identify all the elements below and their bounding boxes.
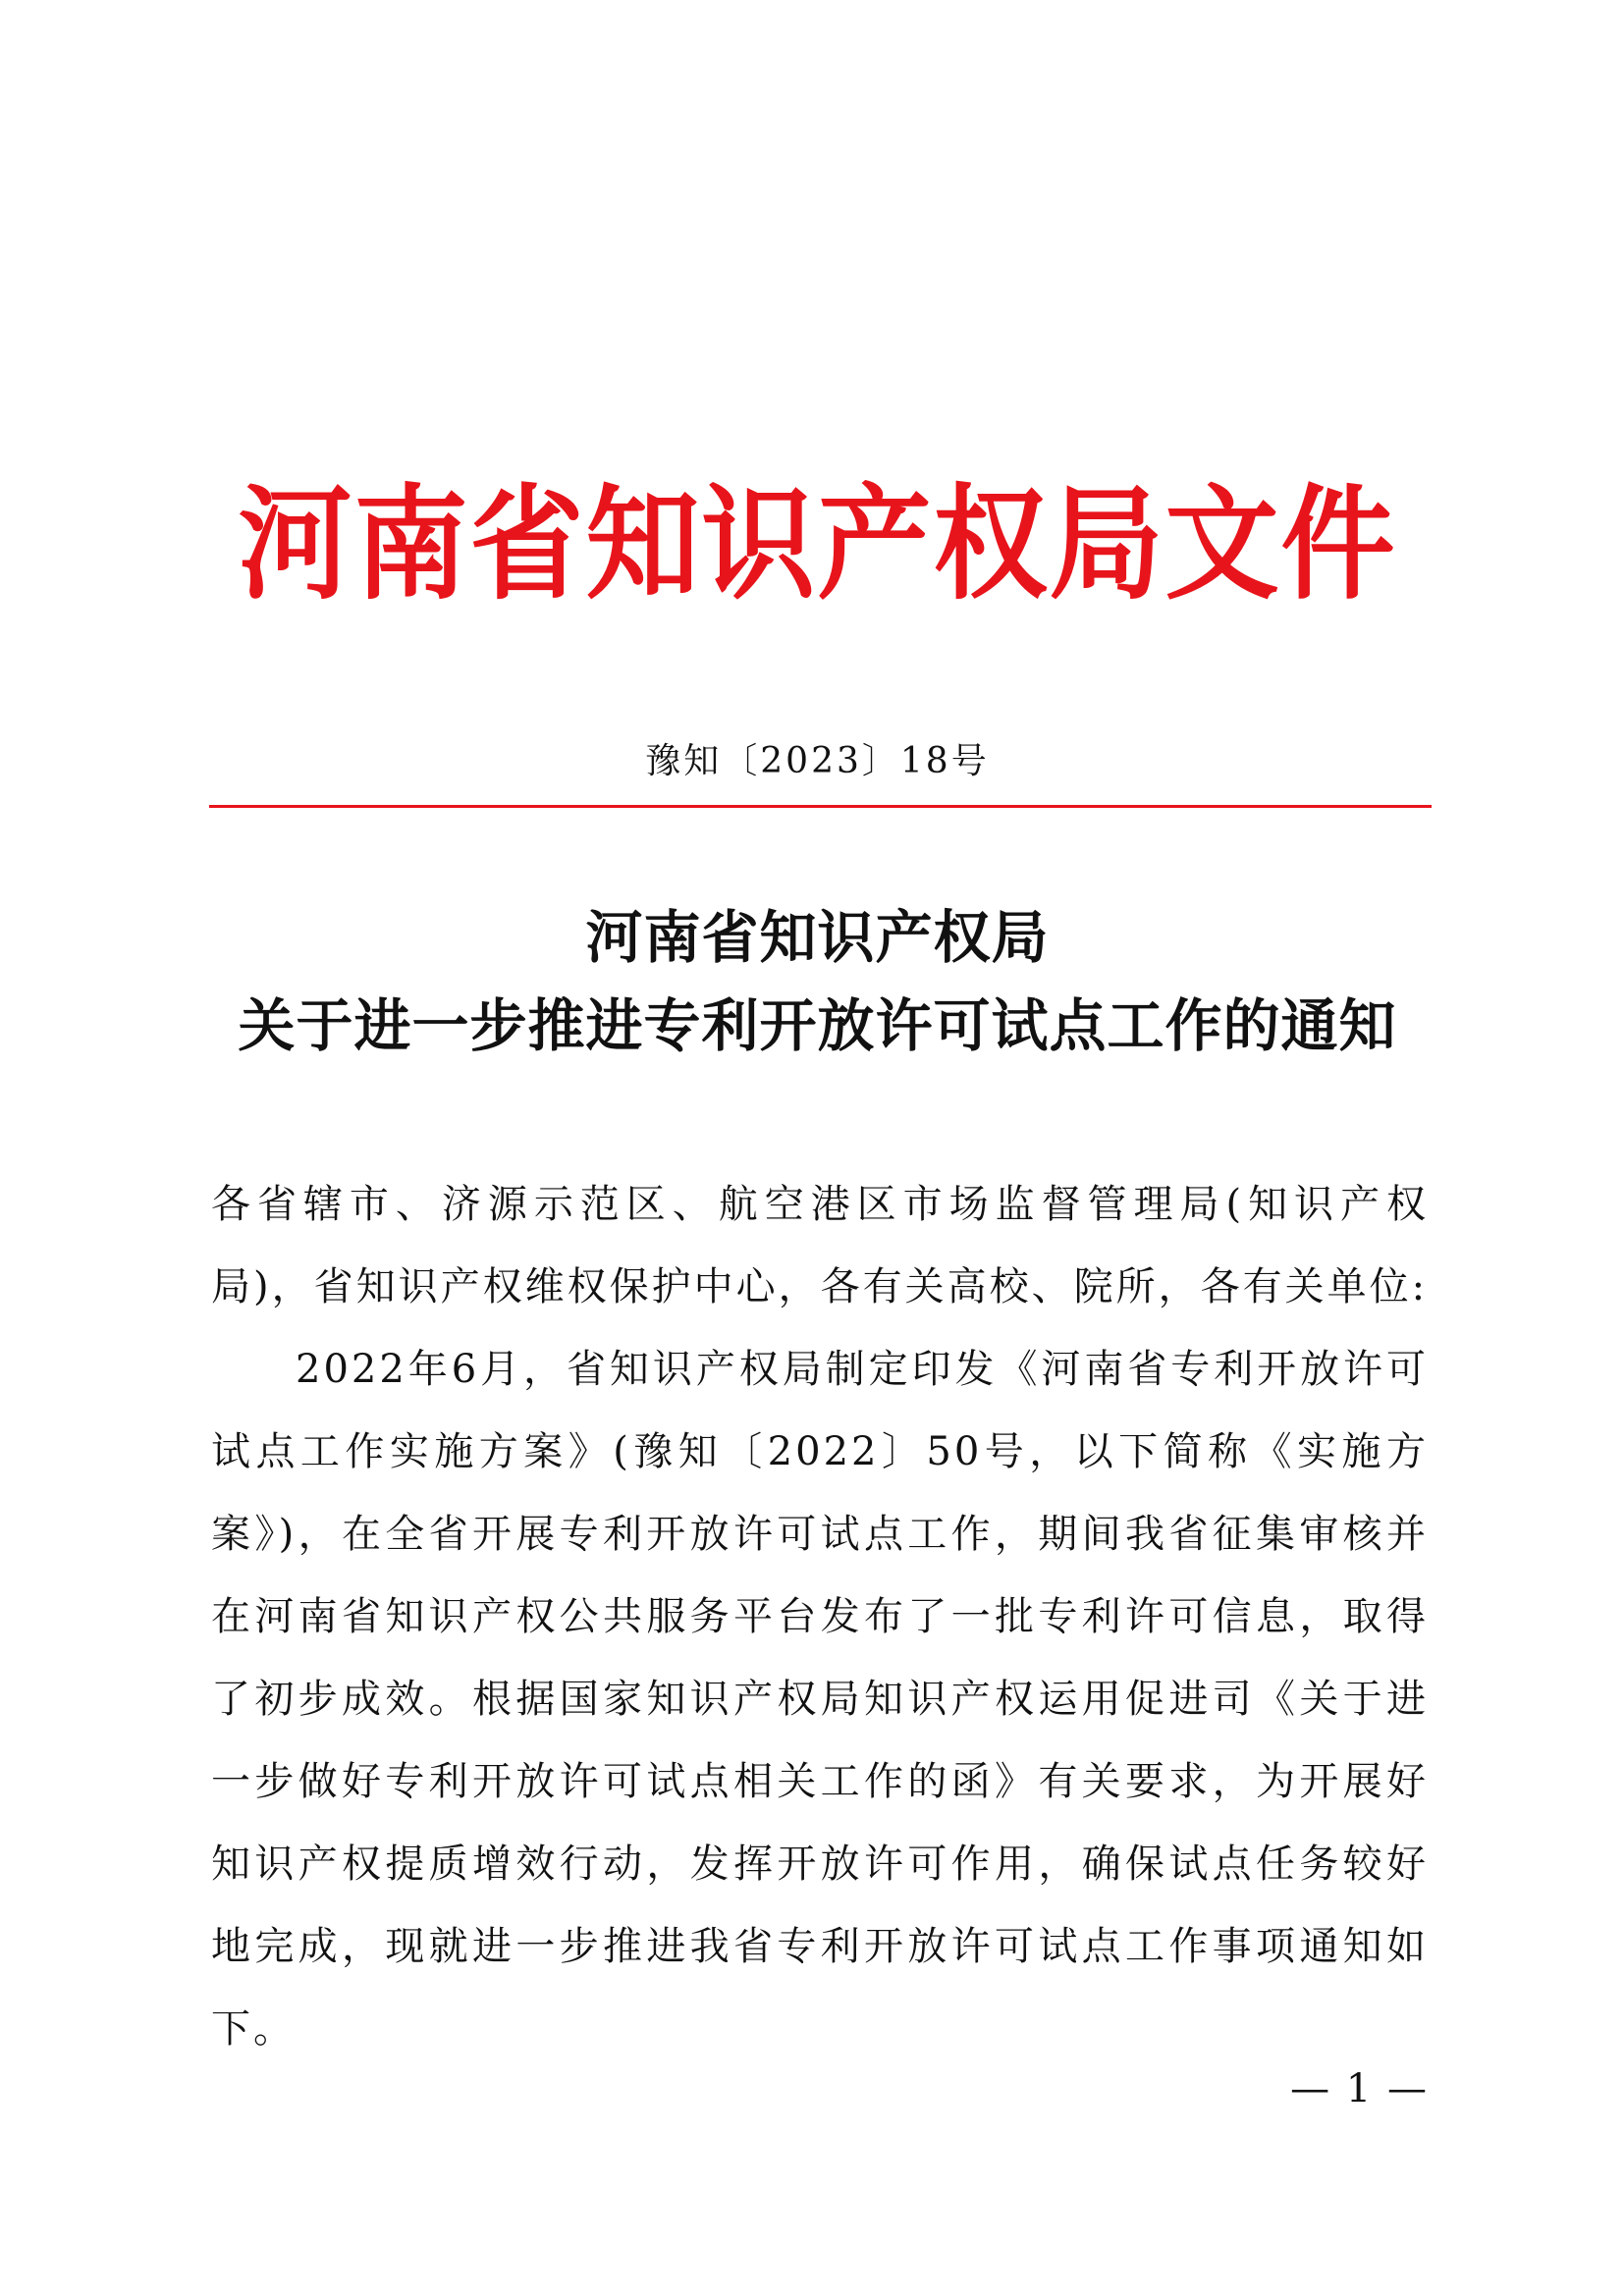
- document-number: 豫知〔2023〕18号: [645, 741, 990, 781]
- body-paragraph-1: 2022年6月，省知识产权局制定印发《河南省专利开放许可试点工作实施方案》(豫知〔2022〕50号，以下简称《实施方案》)，在全省开展专利开放许可试点工作，期间我省征集审核并在河南省知识产权公共服务平台发布了一批专利许可信息，取得了初步成效。根据国家知识产权局知识产权运用促进司《关于进一步做好专利开放许可试点相关工作的函》有关要求，为开展好知识产权提质增效行动，发挥开放许可作用，确保试点任务较好地完成，现就进一步推进我省专利开放许可试点工作事项通知如下。: [211, 1347, 1429, 2052]
- document-header: 河南省知识产权局文件: [238, 472, 1397, 617]
- addressees-paragraph: 各省辖市、济源示范区、航空港区市场监督管理局(知识产权局)，省知识产权维权保护中心，各有关高校、院所，各有关单位:: [211, 1182, 1429, 1309]
- document-title: [206, 893, 1429, 1070]
- document-body: [211, 1163, 1429, 2070]
- red-separator-line: [209, 805, 1432, 808]
- title-line-2: 关于进一步推进专利开放许可试点工作的通知: [238, 992, 1397, 1059]
- page-number: — 1 —: [1290, 2066, 1429, 2111]
- title-line-1: 河南省知识产权局: [585, 904, 1050, 971]
